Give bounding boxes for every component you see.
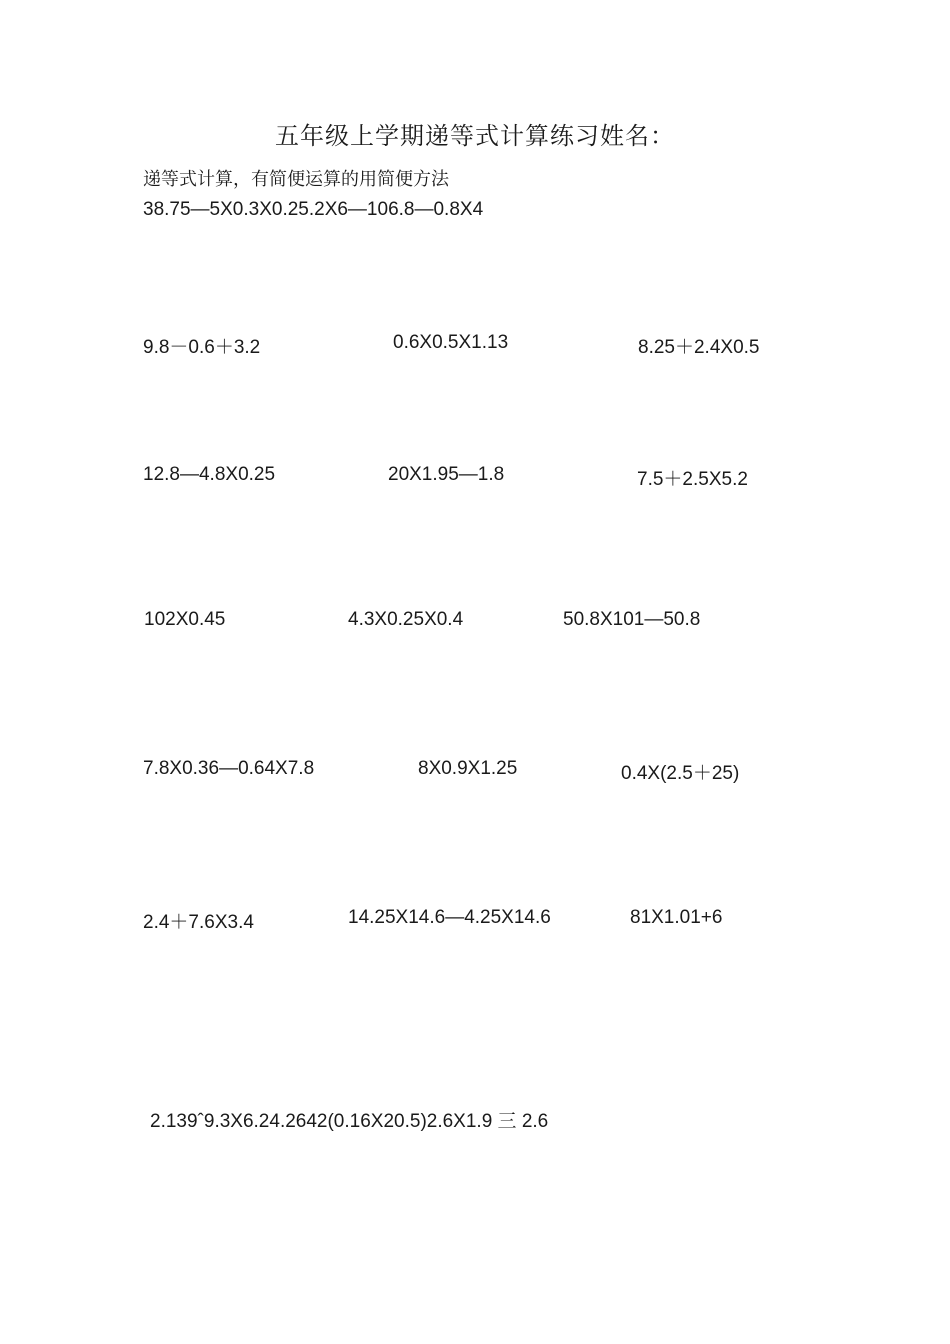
problem-5-1: 7.8X0.36—0.64X7.8 — [143, 758, 315, 779]
problem-5-2: 8X0.9X1.25 — [418, 758, 518, 779]
worksheet-title: 五年级上学期递等式计算练习姓名： — [275, 122, 675, 150]
problem-3-1: 12.8—4.8X0.25 — [143, 464, 276, 485]
problem-4-2: 4.3X0.25X0.4 — [348, 609, 464, 630]
problem-2-3: 8.25＋2.4X0.5 — [638, 337, 760, 358]
problem-3-3: 7.5＋2.5X5.2 — [637, 469, 748, 490]
problem-1-1: 38.75—5X0.3X0.25.2X6—106.8—0.8X4 — [143, 199, 484, 220]
instruction-text: 递等式计算，有简便运算的用简便方法 — [143, 169, 449, 190]
problem-4-1: 102X0.45 — [144, 609, 226, 630]
problem-4-3: 50.8X101—50.8 — [563, 609, 701, 630]
problem-5-3: 0.4X(2.5＋25) — [621, 763, 740, 784]
problem-6-1: 2.4＋7.6X3.4 — [143, 912, 254, 933]
problem-2-2: 0.6X0.5X1.13 — [393, 332, 509, 353]
problem-2-1: 9.8－0.6＋3.2 — [143, 337, 261, 358]
problem-7-1: 2.139ˆ9.3X6.24.2642(0.16X20.5)2.6X1.9 三 2.6 — [150, 1111, 549, 1132]
problem-6-2: 14.25X14.6—4.25X14.6 — [348, 907, 551, 928]
problem-6-3: 81X1.01+6 — [630, 907, 723, 928]
problem-3-2: 20X1.95—1.8 — [388, 464, 505, 485]
